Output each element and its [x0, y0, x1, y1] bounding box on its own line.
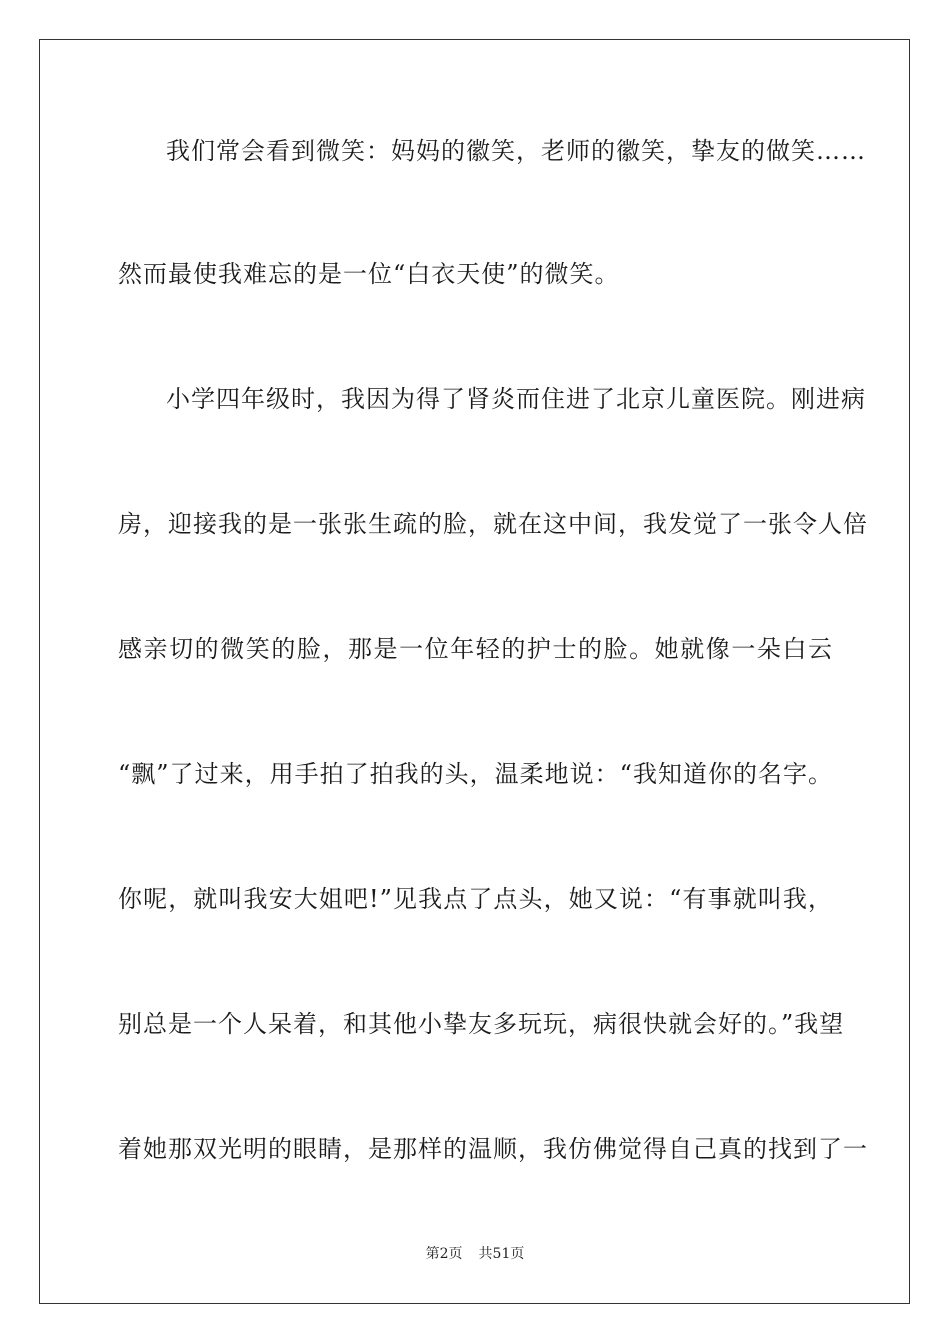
page-number: 第2页	[425, 1246, 463, 1262]
page-border	[39, 39, 910, 1304]
paragraph-2-line-7: 着她那双光明的眼睛，是那样的温顺，我仿佛觉得自己真的找到了一	[118, 1135, 868, 1163]
paragraph-1-line-2: 然而最使我难忘的是一位“白衣天使”的微笑。	[118, 260, 620, 288]
page-footer	[0, 1244, 950, 1264]
paragraph-2-line-4: “飘”了过来，用手拍了拍我的头，温柔地说：“我知道你的名字。	[118, 760, 833, 788]
paragraph-2-line-6: 别总是一个人呆着，和其他小挚友多玩玩，病很快就会好的。”我望	[118, 1010, 845, 1038]
paragraph-2-line-3: 感亲切的微笑的脸，那是一位年轻的护士的脸。她就像一朵白云	[118, 635, 833, 663]
paragraph-2-line-5: 你呢，就叫我安大姐吧!”见我点了点头，她又说：“有事就叫我，	[118, 885, 833, 913]
paragraph-1-line-1: 我们常会看到微笑：妈妈的徽笑，老师的徽笑，挚友的做笑……	[166, 137, 866, 165]
paragraph-2-line-2: 房，迎接我的是一张张生疏的脸，就在这中间，我发觉了一张令人倍	[118, 510, 868, 538]
paragraph-2-line-1: 小学四年级时，我因为得了肾炎而住进了北京儿童医院。刚进病	[166, 385, 866, 413]
page-total: 共51页	[478, 1246, 525, 1262]
